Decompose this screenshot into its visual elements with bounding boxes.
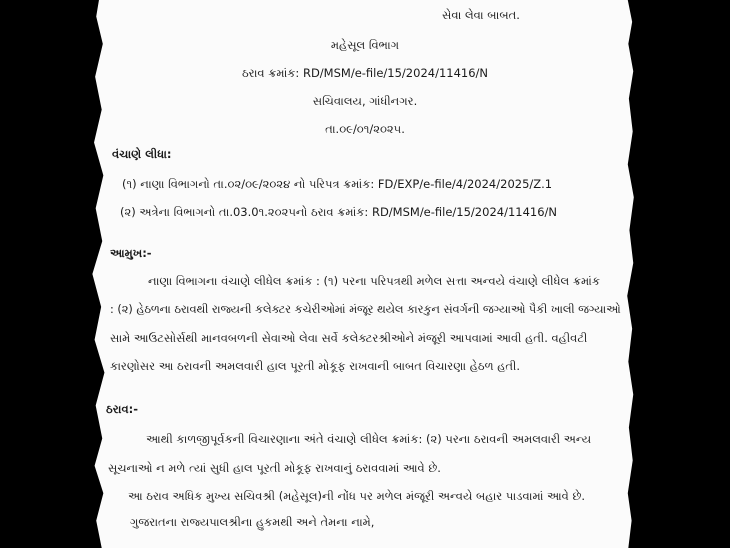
resolution-line-2: સૂચનાઓ ન મળે ત્યાં સુધી હાલ પૂરતી મોકૂફ રાખવાનું ઠરાવવામાં આવે છે. <box>108 461 441 475</box>
resolution-date: તા.૦૯/૦૧/૨૦૨૫. <box>325 122 405 136</box>
reference-item-1: (૧) નાણા વિભાગનો તા.૦૨/૦૯/૨૦૨૪ નો પરિપત્ર ક્રમાંક: FD/EXP/e-file/4/2024/2025/Z.1 <box>122 177 553 191</box>
preamble-heading: આમુખ:- <box>110 246 152 260</box>
office-location: સચિવાલય, ગાંધીનગર. <box>312 94 418 108</box>
preamble-line-3: સામે આઉટસોર્સથી માનવબળની સેવાઓ લેવા સર્વે કલેક્ટરશ્રીઓને મંજૂરી આપવામાં આવી હતી. વહીવટી <box>110 331 588 345</box>
preamble-line-4: કારણોસર આ ઠરાવની અમલવારી હાલ પૂરતી મોકૂફ રાખવાની બાબત વિચારણા હેઠળ હતી. <box>110 359 520 373</box>
subject-tail: સેવા લેવા બાબત. <box>442 8 520 22</box>
resolution-line-4: ગુજરાતના રાજ્યપાલશ્રીના હુકમથી અને તેમના નામે, <box>130 515 375 529</box>
preamble-line-2: : (૨) હેઠળના ઠરાવથી રાજ્યની કલેક્ટર કચેરીઓમાં મંજૂર થયેલ કારકુન સંવર્ગની જગ્યાઓ પૈકી ખાલી જગ્યાઓ <box>110 303 621 316</box>
department-name: મહેસૂલ વિભાગ <box>330 38 400 52</box>
resolution-heading: ઠરાવ:- <box>106 402 138 416</box>
resolution-line-1: આથી કાળજીપૂર્વકની વિચારણાના અંતે વંચાણે લીધેલ ક્રમાંક: (૨) પરના ઠરાવની અમલવારી અન્ય <box>146 432 592 446</box>
preamble-line-1: નાણા વિભાગના વંચાણે લીધેલ ક્રમાંક : (૧) પરના પરિપત્રથી મળેલ સત્તા અન્વયે વંચાણે લીધેલ ક્રમાંક <box>148 274 600 288</box>
references-heading: વંચાણે લીધા: <box>112 147 172 161</box>
resolution-number: ઠરાવ ક્રમાંક: RD/MSM/e-file/15/2024/11416/N <box>241 66 489 80</box>
reference-item-2: (૨) અત્રેના વિભાગનો તા.03.0૧.૨૦૨૫નો ઠરાવ ક્રમાંક: RD/MSM/e-file/15/2024/11416/N <box>120 205 558 219</box>
resolution-line-3: આ ઠરાવ અધિક મુખ્ય સચિવશ્રી (મહેસૂલ)ની નોંધ પર મળેલ મંજૂરી અન્વયે બહાર પાડવામાં આવે છે. <box>128 489 586 503</box>
